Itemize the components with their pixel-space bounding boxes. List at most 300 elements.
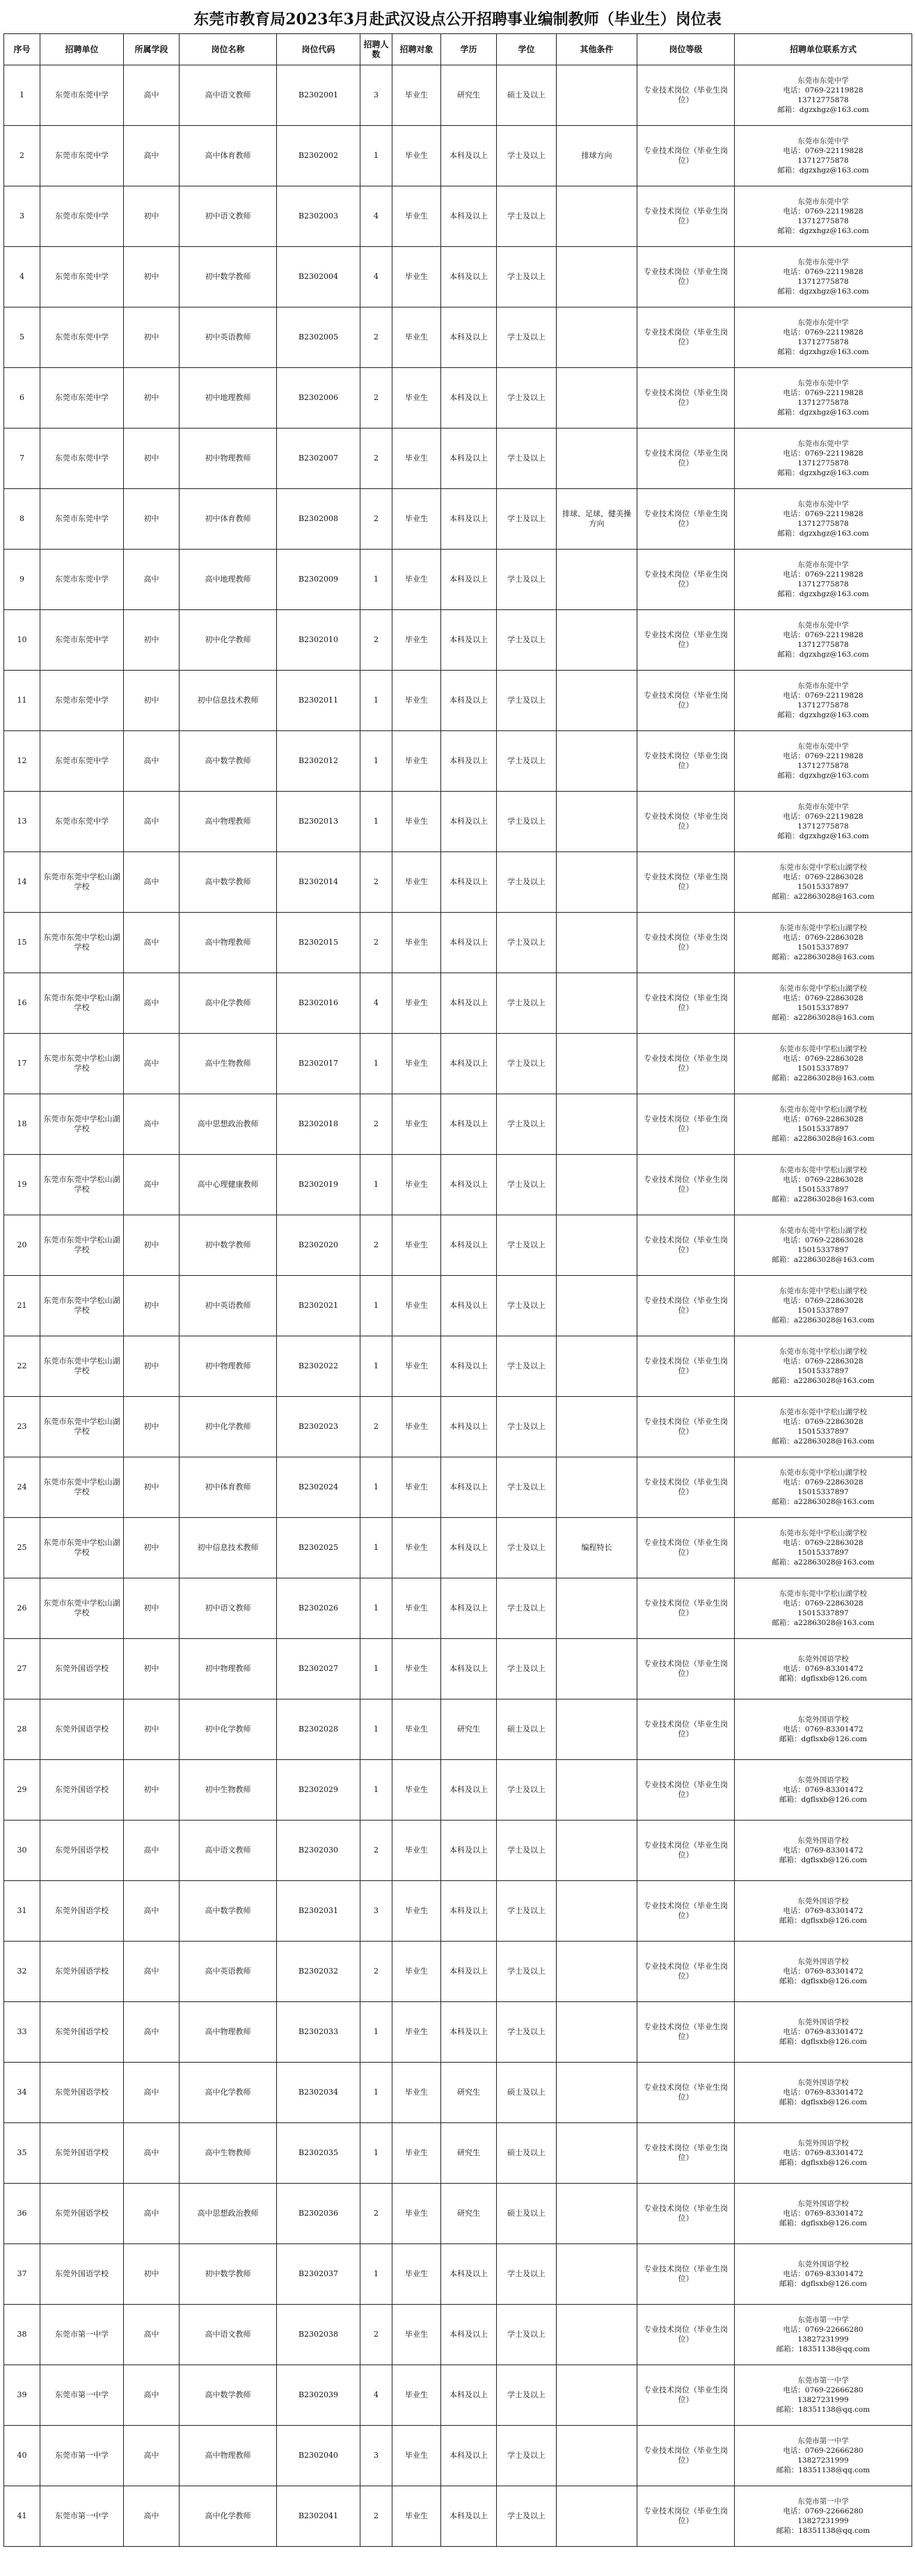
- cell-post-level: 专业技术岗位（毕业生岗位）: [637, 1215, 735, 1276]
- contact-line: 邮箱：dgflsxb@126.com: [779, 2159, 867, 2167]
- cell-post-name: 初中数学教师: [180, 2244, 277, 2305]
- cell-seq: 24: [4, 1457, 40, 1518]
- contact-line: 东莞市东莞中学: [797, 379, 849, 387]
- cell-education: 本科及以上: [441, 1881, 497, 1942]
- cell-degree: 学士及以上: [497, 247, 557, 307]
- cell-count: 2: [360, 307, 392, 368]
- cell-count: 2: [360, 852, 392, 913]
- cell-count: 1: [360, 1699, 392, 1760]
- cell-count: 4: [360, 2365, 392, 2426]
- cell-seq: 2: [4, 126, 40, 186]
- cell-stage: 高中: [124, 2002, 180, 2063]
- cell-seq: 8: [4, 489, 40, 550]
- cell-stage: 初中: [124, 1215, 180, 1276]
- contact-line: 13712775878: [797, 399, 849, 407]
- cell-post-level: 专业技术岗位（毕业生岗位）: [637, 2063, 735, 2123]
- header-stage: 所属学段: [124, 34, 180, 65]
- cell-education: 本科及以上: [441, 731, 497, 792]
- cell-seq: 14: [4, 852, 40, 913]
- cell-contact: [735, 1760, 912, 1821]
- contact-line: 邮箱：dgflsxb@126.com: [779, 2219, 867, 2227]
- cell-education: 本科及以上: [441, 126, 497, 186]
- cell-education: 本科及以上: [441, 2305, 497, 2365]
- table-row: [4, 489, 912, 550]
- cell-stage: 初中: [124, 429, 180, 489]
- cell-count: 2: [360, 1942, 392, 2002]
- contact-line: 邮箱：dgflsxb@126.com: [779, 1735, 867, 1743]
- table-row: [4, 1215, 912, 1276]
- table-row: [4, 368, 912, 429]
- cell-count: 1: [360, 671, 392, 731]
- page-title: 东莞市教育局2023年3月赴武汉设点公开招聘事业编制教师（毕业生）岗位表: [193, 10, 722, 29]
- contact-line: 电话：0769-22119828: [783, 631, 864, 639]
- contact-line: 东莞市东莞中学: [797, 621, 849, 630]
- cell-post-level: 专业技术岗位（毕业生岗位）: [637, 1094, 735, 1155]
- cell-target: 毕业生: [392, 550, 441, 610]
- table-row: [4, 2486, 912, 2547]
- cell-post-code: B2302038: [277, 2305, 360, 2365]
- cell-contact: [735, 550, 912, 610]
- cell-stage: 高中: [124, 126, 180, 186]
- contact-line: 电话：0769-22119828: [783, 147, 864, 155]
- cell-contact: [735, 126, 912, 186]
- cell-degree: 学士及以上: [497, 1034, 557, 1094]
- cell-contact: [735, 1639, 912, 1699]
- cell-post-name: 初中物理教师: [180, 429, 277, 489]
- cell-unit: 东莞市东莞中学松山湖学校: [40, 1336, 124, 1397]
- cell-seq: 31: [4, 1881, 40, 1942]
- cell-unit: 东莞市东莞中学松山湖学校: [40, 913, 124, 973]
- cell-post-level: 专业技术岗位（毕业生岗位）: [637, 126, 735, 186]
- contact-line: 东莞市东莞中学松山湖学校: [779, 1226, 867, 1235]
- cell-post-level: 专业技术岗位（毕业生岗位）: [637, 65, 735, 126]
- table-row: [4, 1639, 912, 1699]
- cell-seq: 13: [4, 792, 40, 852]
- contact-line: 邮箱：a22863028@163.com: [772, 1316, 875, 1325]
- cell-stage: 初中: [124, 2244, 180, 2305]
- cell-contact: [735, 973, 912, 1034]
- contact-line: 电话：0769-22119828: [783, 570, 864, 579]
- cell-unit: 东莞市东莞中学松山湖学校: [40, 1578, 124, 1639]
- cell-unit: 东莞外国语学校: [40, 1639, 124, 1699]
- cell-other-conditions: [557, 913, 637, 973]
- cell-post-name: 高中生物教师: [180, 2123, 277, 2184]
- contact-line: 13827231999: [797, 2517, 849, 2525]
- contact-line: 东莞市东莞中学松山湖学校: [779, 1529, 867, 1537]
- cell-other-conditions: [557, 852, 637, 913]
- cell-contact: [735, 913, 912, 973]
- cell-stage: 高中: [124, 2426, 180, 2486]
- cell-target: 毕业生: [392, 2002, 441, 2063]
- cell-education: 本科及以上: [441, 1397, 497, 1457]
- contact-line: 东莞市东莞中学: [797, 803, 849, 811]
- contact-line: 邮箱：18351138@qq.com: [776, 2345, 870, 2353]
- cell-stage: 高中: [124, 731, 180, 792]
- cell-post-name: 高中物理教师: [180, 2426, 277, 2486]
- cell-count: 1: [360, 1760, 392, 1821]
- cell-stage: 高中: [124, 852, 180, 913]
- cell-target: 毕业生: [392, 307, 441, 368]
- cell-count: 1: [360, 1276, 392, 1336]
- cell-target: 毕业生: [392, 913, 441, 973]
- cell-seq: 18: [4, 1094, 40, 1155]
- table-row: [4, 1397, 912, 1457]
- cell-contact: [735, 1699, 912, 1760]
- cell-degree: 学士及以上: [497, 307, 557, 368]
- cell-post-level: 专业技术岗位（毕业生岗位）: [637, 307, 735, 368]
- cell-contact: [735, 1881, 912, 1942]
- cell-contact: [735, 1155, 912, 1215]
- cell-seq: 33: [4, 2002, 40, 2063]
- cell-count: 2: [360, 1215, 392, 1276]
- cell-seq: 22: [4, 1336, 40, 1397]
- cell-other-conditions: [557, 973, 637, 1034]
- cell-post-level: 专业技术岗位（毕业生岗位）: [637, 913, 735, 973]
- cell-count: 1: [360, 731, 392, 792]
- cell-post-name: 初中信息技术教师: [180, 671, 277, 731]
- cell-post-level: 专业技术岗位（毕业生岗位）: [637, 550, 735, 610]
- contact-line: 东莞市东莞中学: [797, 258, 849, 266]
- contact-line: 邮箱：dgzxhgz@163.com: [777, 711, 869, 719]
- contact-line: 电话：0769-22863028: [783, 934, 864, 942]
- contact-line: 电话：0769-22119828: [783, 207, 864, 216]
- contact-line: 电话：0769-22863028: [783, 1115, 864, 1123]
- cell-stage: 初中: [124, 1578, 180, 1639]
- cell-degree: 学士及以上: [497, 2365, 557, 2426]
- cell-post-code: B2302013: [277, 792, 360, 852]
- contact-line: 电话：0769-22666280: [783, 2386, 864, 2394]
- cell-stage: 高中: [124, 65, 180, 126]
- cell-education: 研究生: [441, 1699, 497, 1760]
- cell-education: 本科及以上: [441, 2002, 497, 2063]
- cell-degree: 学士及以上: [497, 1457, 557, 1518]
- cell-count: 2: [360, 610, 392, 671]
- contact-line: 15015337897: [797, 943, 849, 952]
- table-row: [4, 2365, 912, 2426]
- cell-other-conditions: [557, 1639, 637, 1699]
- cell-education: 本科及以上: [441, 307, 497, 368]
- cell-post-level: 专业技术岗位（毕业生岗位）: [637, 1336, 735, 1397]
- cell-post-name: 高中物理教师: [180, 792, 277, 852]
- cell-education: 本科及以上: [441, 550, 497, 610]
- cell-seq: 21: [4, 1276, 40, 1336]
- cell-stage: 初中: [124, 247, 180, 307]
- cell-other-conditions: [557, 2123, 637, 2184]
- cell-degree: 学士及以上: [497, 792, 557, 852]
- cell-contact: [735, 1034, 912, 1094]
- contact-line: 邮箱：dgzxhgz@163.com: [777, 590, 869, 598]
- cell-post-code: B2302011: [277, 671, 360, 731]
- cell-seq: 27: [4, 1639, 40, 1699]
- contact-line: 邮箱：a22863028@163.com: [772, 1558, 875, 1567]
- cell-count: 2: [360, 1397, 392, 1457]
- cell-other-conditions: [557, 1760, 637, 1821]
- cell-stage: 高中: [124, 1821, 180, 1881]
- cell-stage: 高中: [124, 2184, 180, 2244]
- cell-education: 研究生: [441, 2063, 497, 2123]
- cell-target: 毕业生: [392, 2123, 441, 2184]
- contact-line: 东莞市东莞中学松山湖学校: [779, 984, 867, 993]
- cell-post-code: B2302039: [277, 2365, 360, 2426]
- cell-other-conditions: [557, 1034, 637, 1094]
- cell-target: 毕业生: [392, 186, 441, 247]
- cell-other-conditions: [557, 307, 637, 368]
- cell-degree: 学士及以上: [497, 1155, 557, 1215]
- cell-post-name: 初中化学教师: [180, 610, 277, 671]
- contact-line: 东莞外国语学校: [797, 2260, 849, 2269]
- contact-line: 电话：0769-22863028: [783, 1478, 864, 1487]
- cell-post-code: B2302022: [277, 1336, 360, 1397]
- contact-line: 电话：0769-22863028: [783, 1176, 864, 1184]
- contact-line: 电话：0769-22119828: [783, 752, 864, 760]
- cell-post-level: 专业技术岗位（毕业生岗位）: [637, 792, 735, 852]
- cell-seq: 30: [4, 1821, 40, 1881]
- contact-line: 电话：0769-22119828: [783, 510, 864, 518]
- contact-line: 东莞外国语学校: [797, 1897, 849, 1905]
- header-post-code: 岗位代码: [277, 34, 360, 65]
- cell-other-conditions: [557, 2184, 637, 2244]
- table-row: [4, 1457, 912, 1518]
- table-row: [4, 1881, 912, 1942]
- contact-line: 邮箱：dgflsxb@126.com: [779, 1856, 867, 1864]
- cell-seq: 7: [4, 429, 40, 489]
- contact-line: 电话：0769-22119828: [783, 268, 864, 276]
- contact-line: 邮箱：dgflsxb@126.com: [779, 2038, 867, 2046]
- cell-unit: 东莞外国语学校: [40, 2244, 124, 2305]
- cell-target: 毕业生: [392, 2063, 441, 2123]
- cell-target: 毕业生: [392, 1034, 441, 1094]
- cell-other-conditions: [557, 65, 637, 126]
- cell-education: 本科及以上: [441, 671, 497, 731]
- cell-unit: 东莞外国语学校: [40, 1821, 124, 1881]
- cell-post-code: B2302031: [277, 1881, 360, 1942]
- cell-post-code: B2302032: [277, 1942, 360, 2002]
- cell-stage: 高中: [124, 1094, 180, 1155]
- cell-other-conditions: [557, 610, 637, 671]
- contact-line: 邮箱：a22863028@163.com: [772, 1619, 875, 1627]
- cell-seq: 9: [4, 550, 40, 610]
- header-target: 招聘对象: [392, 34, 441, 65]
- cell-degree: 学士及以上: [497, 550, 557, 610]
- cell-education: 本科及以上: [441, 1578, 497, 1639]
- contact-line: 东莞市东莞中学松山湖学校: [779, 924, 867, 932]
- cell-target: 毕业生: [392, 2305, 441, 2365]
- table-header-row: [4, 34, 912, 65]
- table-body: [4, 65, 912, 2547]
- cell-unit: 东莞市东莞中学松山湖学校: [40, 1155, 124, 1215]
- contact-line: 13827231999: [797, 2335, 849, 2344]
- cell-count: 4: [360, 186, 392, 247]
- table-row: [4, 610, 912, 671]
- cell-degree: 学士及以上: [497, 731, 557, 792]
- cell-post-code: B2302026: [277, 1578, 360, 1639]
- cell-unit: 东莞市东莞中学松山湖学校: [40, 973, 124, 1034]
- header-count: 招聘人数: [360, 34, 392, 65]
- cell-target: 毕业生: [392, 429, 441, 489]
- cell-post-code: B2302016: [277, 973, 360, 1034]
- cell-post-level: 专业技术岗位（毕业生岗位）: [637, 2244, 735, 2305]
- contact-line: 邮箱：dgflsxb@126.com: [779, 2098, 867, 2106]
- cell-unit: 东莞市东莞中学: [40, 247, 124, 307]
- cell-other-conditions: [557, 550, 637, 610]
- cell-count: 1: [360, 2244, 392, 2305]
- cell-post-name: 高中化学教师: [180, 973, 277, 1034]
- cell-other-conditions: [557, 2063, 637, 2123]
- cell-count: 4: [360, 247, 392, 307]
- cell-education: 本科及以上: [441, 489, 497, 550]
- cell-count: 1: [360, 1034, 392, 1094]
- contact-line: 邮箱：dgzxhgz@163.com: [777, 408, 869, 417]
- contact-line: 电话：0769-83301472: [783, 2209, 864, 2218]
- contact-line: 13712775878: [797, 701, 849, 710]
- cell-post-name: 高中生物教师: [180, 1034, 277, 1094]
- cell-education: 本科及以上: [441, 852, 497, 913]
- cell-post-code: B2302041: [277, 2486, 360, 2547]
- cell-degree: 硕士及以上: [497, 65, 557, 126]
- cell-unit: 东莞市东莞中学: [40, 610, 124, 671]
- contact-line: 15015337897: [797, 1609, 849, 1617]
- cell-unit: 东莞市东莞中学: [40, 792, 124, 852]
- cell-post-name: 初中物理教师: [180, 1336, 277, 1397]
- cell-target: 毕业生: [392, 1397, 441, 1457]
- contact-line: 邮箱：dgzxhgz@163.com: [777, 166, 869, 175]
- cell-post-level: 专业技术岗位（毕业生岗位）: [637, 247, 735, 307]
- cell-stage: 高中: [124, 2486, 180, 2547]
- cell-contact: [735, 610, 912, 671]
- contact-line: 电话：0769-22119828: [783, 813, 864, 821]
- cell-stage: 高中: [124, 1881, 180, 1942]
- contact-line: 电话：0769-22119828: [783, 449, 864, 458]
- cell-contact: [735, 1942, 912, 2002]
- cell-target: 毕业生: [392, 65, 441, 126]
- header-education: 学历: [441, 34, 497, 65]
- cell-count: 1: [360, 2063, 392, 2123]
- contact-line: 电话：0769-22863028: [783, 1599, 864, 1608]
- cell-post-name: 初中语文教师: [180, 1578, 277, 1639]
- cell-target: 毕业生: [392, 126, 441, 186]
- cell-stage: 初中: [124, 1699, 180, 1760]
- cell-post-level: 专业技术岗位（毕业生岗位）: [637, 429, 735, 489]
- contact-line: 13712775878: [797, 96, 849, 104]
- cell-target: 毕业生: [392, 1215, 441, 1276]
- table-row: [4, 852, 912, 913]
- cell-stage: 高中: [124, 2305, 180, 2365]
- cell-post-level: 专业技术岗位（毕业生岗位）: [637, 610, 735, 671]
- contact-line: 电话：0769-22863028: [783, 1055, 864, 1063]
- table-row: [4, 2244, 912, 2305]
- cell-post-name: 初中英语教师: [180, 307, 277, 368]
- cell-other-conditions: [557, 1881, 637, 1942]
- cell-education: 本科及以上: [441, 2486, 497, 2547]
- cell-other-conditions: [557, 2305, 637, 2365]
- cell-unit: 东莞外国语学校: [40, 2123, 124, 2184]
- header-post-level: 岗位等级: [637, 34, 735, 65]
- cell-post-code: B2302030: [277, 1821, 360, 1881]
- cell-contact: [735, 1821, 912, 1881]
- cell-seq: 29: [4, 1760, 40, 1821]
- contact-line: 邮箱：18351138@qq.com: [776, 2527, 870, 2535]
- contact-line: 东莞市东莞中学: [797, 440, 849, 448]
- contact-line: 邮箱：dgflsxb@126.com: [779, 1977, 867, 1985]
- cell-degree: 学士及以上: [497, 852, 557, 913]
- cell-post-code: B2302003: [277, 186, 360, 247]
- cell-target: 毕业生: [392, 247, 441, 307]
- cell-seq: 10: [4, 610, 40, 671]
- cell-other-conditions: [557, 1457, 637, 1518]
- cell-degree: 学士及以上: [497, 2002, 557, 2063]
- cell-education: 本科及以上: [441, 973, 497, 1034]
- table-row: [4, 550, 912, 610]
- cell-post-level: 专业技术岗位（毕业生岗位）: [637, 1821, 735, 1881]
- cell-post-name: 初中化学教师: [180, 1699, 277, 1760]
- cell-count: 1: [360, 550, 392, 610]
- cell-stage: 初中: [124, 307, 180, 368]
- cell-contact: [735, 186, 912, 247]
- contact-line: 15015337897: [797, 1064, 849, 1073]
- cell-degree: 学士及以上: [497, 1215, 557, 1276]
- cell-post-level: 专业技术岗位（毕业生岗位）: [637, 186, 735, 247]
- contact-line: 东莞市东莞中学松山湖学校: [779, 1347, 867, 1356]
- cell-target: 毕业生: [392, 1760, 441, 1821]
- cell-post-level: 专业技术岗位（毕业生岗位）: [637, 1397, 735, 1457]
- cell-education: 本科及以上: [441, 913, 497, 973]
- cell-contact: [735, 852, 912, 913]
- contact-line: 电话：0769-83301472: [783, 2270, 864, 2278]
- contact-line: 邮箱：a22863028@163.com: [772, 1256, 875, 1264]
- contact-line: 电话：0769-22863028: [783, 1297, 864, 1305]
- cell-post-code: B2302006: [277, 368, 360, 429]
- cell-post-level: 专业技术岗位（毕业生岗位）: [637, 2123, 735, 2184]
- cell-post-code: B2302037: [277, 2244, 360, 2305]
- cell-other-conditions: [557, 368, 637, 429]
- header-contact: 招聘单位联系方式: [735, 34, 912, 65]
- cell-target: 毕业生: [392, 2426, 441, 2486]
- cell-contact: [735, 307, 912, 368]
- cell-count: 3: [360, 2426, 392, 2486]
- cell-contact: [735, 2486, 912, 2547]
- cell-degree: 学士及以上: [497, 186, 557, 247]
- cell-degree: 学士及以上: [497, 1397, 557, 1457]
- cell-stage: 高中: [124, 2123, 180, 2184]
- cell-count: 2: [360, 2184, 392, 2244]
- cell-post-name: 高中数学教师: [180, 1881, 277, 1942]
- cell-post-code: B2302015: [277, 913, 360, 973]
- contact-line: 电话：0769-83301472: [783, 1907, 864, 1915]
- contact-line: 邮箱：a22863028@163.com: [772, 893, 875, 901]
- contact-line: 东莞市东莞中学: [797, 500, 849, 509]
- cell-degree: 学士及以上: [497, 2305, 557, 2365]
- cell-unit: 东莞市第一中学: [40, 2426, 124, 2486]
- contact-line: 东莞市东莞中学: [797, 137, 849, 145]
- contact-line: 邮箱：dgzxhgz@163.com: [777, 106, 869, 114]
- table-row: [4, 1578, 912, 1639]
- cell-post-code: B2302027: [277, 1639, 360, 1699]
- contact-line: 15015337897: [797, 1549, 849, 1557]
- cell-post-name: 初中语文教师: [180, 186, 277, 247]
- contact-line: 电话：0769-22666280: [783, 2326, 864, 2334]
- cell-degree: 学士及以上: [497, 2244, 557, 2305]
- cell-other-conditions: [557, 1094, 637, 1155]
- header-degree: 学位: [497, 34, 557, 65]
- cell-target: 毕业生: [392, 1821, 441, 1881]
- cell-unit: 东莞市东莞中学: [40, 126, 124, 186]
- cell-post-code: B2302035: [277, 2123, 360, 2184]
- cell-target: 毕业生: [392, 1094, 441, 1155]
- cell-contact: [735, 2426, 912, 2486]
- contact-line: 邮箱：a22863028@163.com: [772, 1498, 875, 1506]
- cell-education: 本科及以上: [441, 1760, 497, 1821]
- cell-education: 研究生: [441, 2184, 497, 2244]
